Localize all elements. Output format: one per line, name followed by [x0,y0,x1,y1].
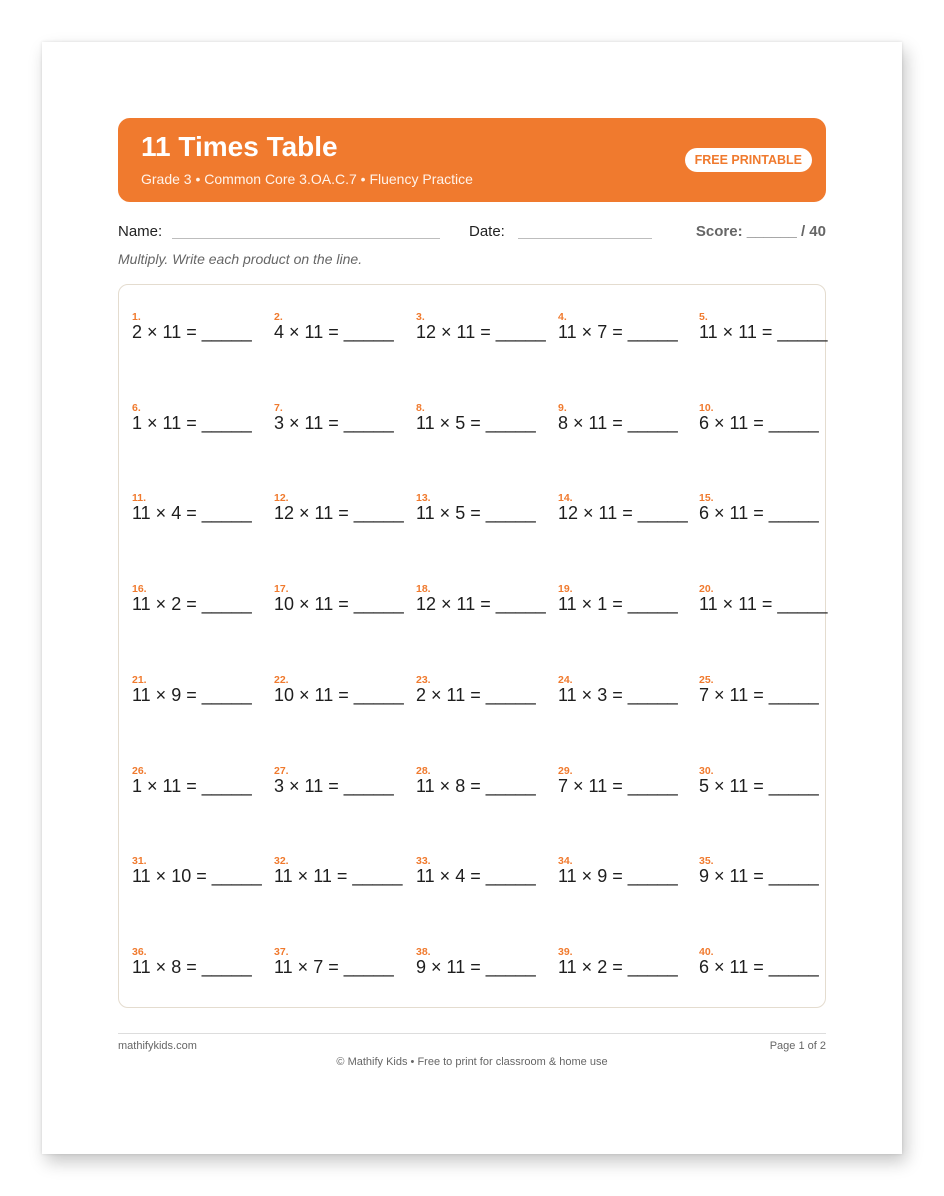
worksheet-page [42,42,902,1154]
problem-equation[interactable]: 11 × 11 = _____ [699,322,828,342]
problem-equation[interactable]: 11 × 11 = _____ [699,594,828,614]
problem-number: 13. [416,492,431,504]
problem-equation[interactable]: 11 × 5 = _____ [416,413,536,433]
problem-equation[interactable]: 11 × 9 = _____ [558,866,678,886]
problem-equation[interactable]: 11 × 5 = _____ [416,503,536,523]
problem-item [274,674,414,710]
problem-item [699,583,839,619]
problem-number: 9. [558,402,567,414]
problem-item [274,765,414,801]
worksheet-subtitle: Grade 3 • Common Core 3.OA.C.7 • Fluency Practice [141,171,473,187]
problem-number: 1. [132,311,141,323]
problem-equation[interactable]: 10 × 11 = _____ [274,594,404,614]
date-line[interactable] [518,238,652,239]
problem-item [558,674,698,710]
problem-item [132,583,272,619]
problem-number: 2. [274,311,283,323]
problem-item [416,674,556,710]
problem-item [416,855,556,891]
problem-equation[interactable]: 3 × 11 = _____ [274,413,394,433]
problem-equation[interactable]: 11 × 2 = _____ [558,957,678,977]
problem-equation[interactable]: 6 × 11 = _____ [699,413,819,433]
problem-number: 24. [558,674,573,686]
problem-item [274,583,414,619]
problem-number: 5. [699,311,708,323]
problem-item [274,855,414,891]
problem-number: 11. [132,492,147,504]
problem-number: 36. [132,946,147,958]
problem-number: 25. [699,674,714,686]
problem-number: 28. [416,765,431,777]
problem-equation[interactable]: 7 × 11 = _____ [699,685,819,705]
problem-number: 33. [416,855,431,867]
problem-equation[interactable]: 6 × 11 = _____ [699,503,819,523]
problem-item [132,946,272,982]
footer-copyright: © Mathify Kids • Free to print for classroom & home use [336,1056,608,1068]
problem-equation[interactable]: 8 × 11 = _____ [558,413,678,433]
problem-equation[interactable]: 11 × 9 = _____ [132,685,252,705]
problem-equation[interactable]: 4 × 11 = _____ [274,322,394,342]
problem-equation[interactable]: 1 × 11 = _____ [132,776,252,796]
problem-equation[interactable]: 2 × 11 = _____ [416,685,536,705]
name-label: Name: [118,223,163,240]
problem-number: 21. [132,674,147,686]
score-blank[interactable]: ______ [746,223,797,240]
problem-number: 30. [699,765,714,777]
problem-item [132,402,272,438]
problem-equation[interactable]: 11 × 7 = _____ [274,957,394,977]
problem-equation[interactable]: 2 × 11 = _____ [132,322,252,342]
problem-number: 16. [132,583,147,595]
problem-equation[interactable]: 11 × 3 = _____ [558,685,678,705]
problem-number: 3. [416,311,425,323]
problem-item [558,855,698,891]
problem-number: 27. [274,765,289,777]
problem-number: 38. [416,946,431,958]
problem-item [699,855,839,891]
instructions: Multiply. Write each product on the line. [118,251,363,267]
problem-item [416,946,556,982]
problem-item [416,402,556,438]
problem-item [132,311,272,347]
problem-item [558,583,698,619]
date-label: Date: [469,223,505,240]
problem-number: 34. [558,855,573,867]
problem-item [132,492,272,528]
problem-number: 37. [274,946,289,958]
problem-number: 12. [274,492,289,504]
problem-item [274,311,414,347]
problem-equation[interactable]: 11 × 10 = _____ [132,866,262,886]
problem-equation[interactable]: 3 × 11 = _____ [274,776,394,796]
problem-number: 22. [274,674,289,686]
score-field [696,222,826,242]
problem-number: 10. [699,402,714,414]
footer-site: mathifykids.com [118,1040,197,1052]
problem-item [699,311,839,347]
problem-number: 35. [699,855,714,867]
worksheet-header [118,118,826,202]
problem-equation[interactable]: 9 × 11 = _____ [699,866,819,886]
problem-number: 39. [558,946,573,958]
problem-equation[interactable]: 10 × 11 = _____ [274,685,404,705]
problem-equation[interactable]: 11 × 11 = _____ [274,866,403,886]
problem-equation[interactable]: 11 × 8 = _____ [416,776,536,796]
problem-item [699,402,839,438]
footer-divider [118,1033,826,1034]
name-line[interactable] [172,238,440,239]
problem-item [699,492,839,528]
problem-item [274,946,414,982]
problem-item [416,492,556,528]
problem-number: 6. [132,402,141,414]
problem-number: 14. [558,492,573,504]
problem-number: 31. [132,855,147,867]
problem-item [558,402,698,438]
problem-number: 7. [274,402,283,414]
problem-equation[interactable]: 12 × 11 = _____ [558,503,688,523]
score-total: / 40 [800,223,826,240]
problem-number: 4. [558,311,567,323]
problem-item [274,402,414,438]
problem-equation[interactable]: 1 × 11 = _____ [132,413,252,433]
problem-item [558,946,698,982]
free-printable-badge: FREE PRINTABLE [685,148,812,172]
problem-item [416,765,556,801]
problem-equation[interactable]: 9 × 11 = _____ [416,957,536,977]
problem-equation[interactable]: 12 × 11 = _____ [416,594,546,614]
problem-item [132,674,272,710]
problem-number: 29. [558,765,573,777]
problem-number: 20. [699,583,714,595]
footer-page-number: Page 1 of 2 [769,1040,826,1052]
problem-item [274,492,414,528]
problem-item [558,765,698,801]
problem-equation[interactable]: 12 × 11 = _____ [274,503,404,523]
problem-item [699,765,839,801]
problem-number: 17. [274,583,289,595]
problem-item [558,492,698,528]
problem-item [699,674,839,710]
problem-item [416,311,556,347]
problem-equation[interactable]: 11 × 7 = _____ [558,322,678,342]
problem-item [416,583,556,619]
problem-item [132,855,272,891]
problem-equation[interactable]: 7 × 11 = _____ [558,776,678,796]
problem-equation[interactable]: 11 × 4 = _____ [416,866,536,886]
score-label: Score: [695,223,743,240]
problem-item [699,946,839,982]
problem-equation[interactable]: 11 × 4 = _____ [132,503,252,523]
problem-number: 32. [274,855,289,867]
problem-number: 18. [416,583,431,595]
problem-equation[interactable]: 11 × 8 = _____ [132,957,252,977]
problem-number: 19. [558,583,573,595]
problem-equation[interactable]: 6 × 11 = _____ [699,957,819,977]
problem-item [132,765,272,801]
problem-equation[interactable]: 5 × 11 = _____ [699,776,819,796]
problem-number: 40. [699,946,714,958]
problem-item [558,311,698,347]
worksheet-title: 11 Times Table [141,131,338,162]
problem-equation[interactable]: 11 × 2 = _____ [132,594,252,614]
problem-number: 8. [416,402,425,414]
problem-number: 15. [699,492,714,504]
problem-equation[interactable]: 11 × 1 = _____ [558,594,678,614]
problem-equation[interactable]: 12 × 11 = _____ [416,322,546,342]
problem-number: 26. [132,765,147,777]
problem-number: 23. [416,674,431,686]
problem-grid [118,284,826,1008]
